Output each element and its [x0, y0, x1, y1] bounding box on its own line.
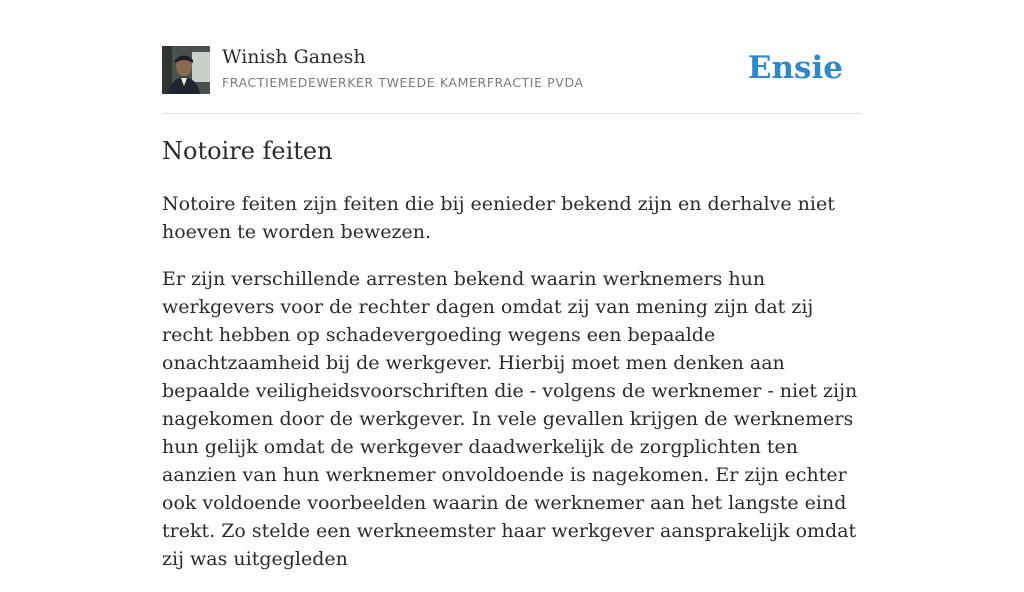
article-paragraph: Notoire feiten zijn feiten die bij eenieder bekend zijn en derhalve niet hoeven te worden bewezen.: [162, 193, 835, 243]
author-role: FRACTIEMEDEWERKER TWEEDE KAMERFRACTIE PVDA: [222, 75, 584, 90]
header-divider: [162, 113, 862, 114]
article-body: [162, 190, 868, 592]
article-title: Notoire feiten: [162, 137, 333, 165]
brand-logo[interactable]: Ensie: [747, 50, 843, 86]
article-paragraph: Er zijn verschillende arresten bekend waarin werknemers hun werkgevers voor de rechter dagen omdat zij van mening zijn dat zij recht hebben op schadevergoeding wegens een bepaalde onachtzaamheid bij de werkgever. Hierbij moet men denken aan bepaalde veiligheidsvoorschriften die - volgens de werknemer - niet zijn nagekomen door de werkgever. In vele gevallen krijgen de werknemers hun gelijk omdat de werkgever daadwerkelijk de zorgplichten ten aanzien van hun werknemer onvoldoende is nagekomen. Er zijn echter ook voldoende voorbeelden waarin de werknemer aan het langste eind trekt. Zo stelde een werkneemster haar werkgever aansprakelijk omdat zij was uitgegleden: [162, 268, 858, 570]
author-avatar[interactable]: [162, 46, 210, 94]
avatar-photo: [162, 46, 210, 94]
author-header: [162, 46, 862, 96]
author-name[interactable]: Winish Ganesh: [222, 46, 366, 68]
